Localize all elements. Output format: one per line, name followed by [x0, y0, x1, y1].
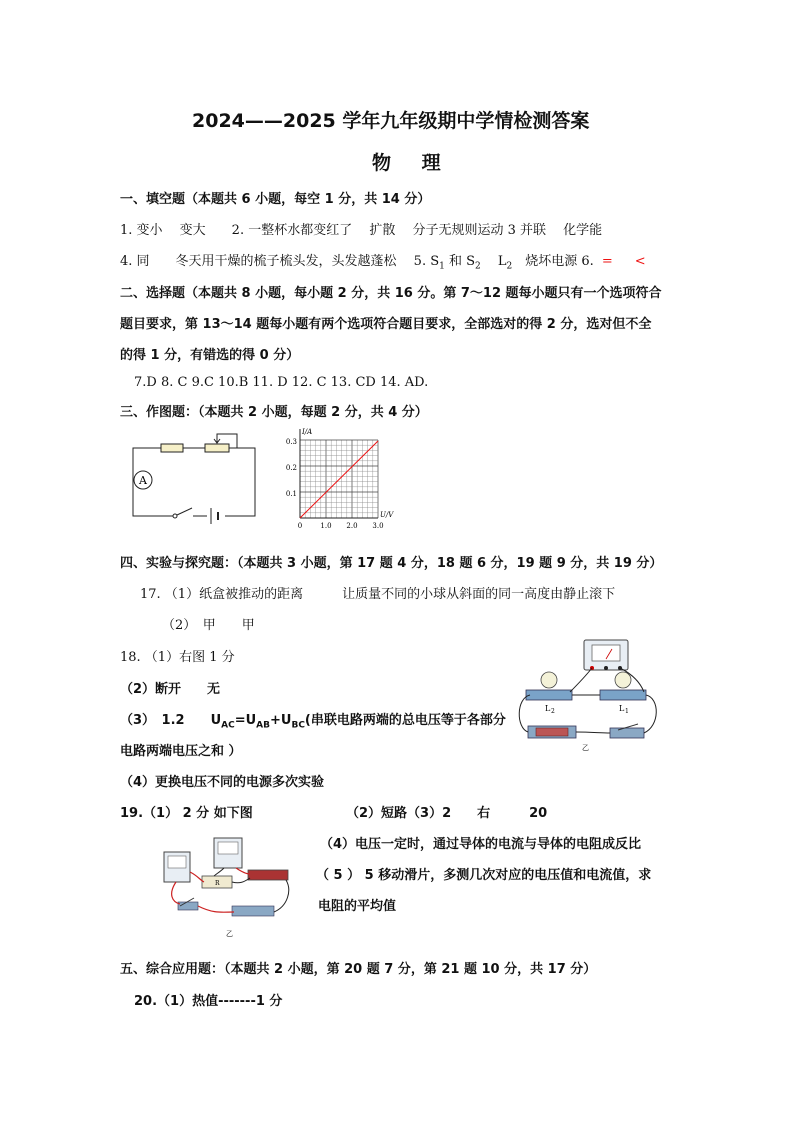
svg-text:L: L — [545, 704, 551, 713]
answer-less: < — [634, 254, 646, 269]
document-title: 2024——2025 学年九年级期中学情检测答案 — [192, 110, 590, 132]
q19-part-2-3: （2）短路（3）2 右 20 — [346, 806, 548, 821]
section-3-heading: 三、作图题：（本题共 2 小题，每题 2 分，共 4 分） — [120, 405, 428, 420]
switch-drawing — [610, 728, 644, 738]
bulb-l1 — [615, 672, 631, 688]
svg-text:A: A — [139, 474, 147, 487]
resistance-experiment-figure — [158, 832, 298, 944]
section-2-heading-line-2: 题目要求，第 13～14 题每小题有两个选项符合题目要求，全部选对的得 2 分，选对但不全 — [120, 317, 652, 332]
section-1-heading: 一、填空题（本题共 6 小题，每空 1 分，共 14 分） — [120, 192, 431, 207]
rheostat-drawing — [248, 870, 288, 880]
svg-text:1.0: 1.0 — [320, 522, 332, 530]
svg-text:2: 2 — [551, 708, 555, 715]
q19-part-5-cont: 电阻的平均值 — [318, 899, 397, 914]
svg-text:0.3: 0.3 — [285, 438, 297, 446]
q20-part-1: 20.（1）热值-------1 分 — [134, 994, 283, 1009]
svg-text:0.2: 0.2 — [285, 464, 297, 472]
iu-graph — [282, 423, 412, 531]
svg-text:U/V: U/V — [380, 511, 394, 519]
circuit-diagram — [125, 428, 265, 523]
section-1-line-2: 4. 同 冬天用干燥的梳子梳头发，头发越蓬松 5. $S_1$ 和 $S_2$ $L_2$ 烧坏电源 6. = < — [120, 254, 646, 272]
iu-line — [300, 441, 378, 518]
q19-part-4: （4）电压一定时，通过导体的电流与导体的电阻成反比 — [320, 837, 642, 852]
answer-equal: = — [601, 254, 613, 269]
q17-part-1: 17. （1）纸盒被推动的距离 让质量不同的小球从斜面的同一高度由静止滚下 — [140, 587, 616, 602]
q18-part-4: （4）更换电压不同的电源多次实验 — [120, 775, 325, 790]
section-4-heading: 四、实验与探究题：（本题共 3 小题，第 17 题 4 分，18 题 6 分，19 题 9 分，共 19 分） — [120, 556, 663, 571]
svg-text:1: 1 — [625, 708, 629, 715]
section-1-line-1: 1. 变小 变大 2. 一整杯水都变红了 扩散 分子无规则运动 3 并联 化学能 — [120, 223, 603, 238]
svg-text:乙: 乙 — [226, 930, 233, 938]
rheostat-symbol — [205, 444, 229, 452]
svg-text:L: L — [619, 704, 625, 713]
resistor-symbol — [161, 444, 183, 452]
q18-part-1: 18. （1）右图 1 分 — [120, 650, 235, 665]
svg-text:0: 0 — [297, 522, 303, 530]
q17-part-2: （2） 甲 甲 — [162, 618, 255, 633]
q19-part-1: 19.（1） 2 分 如下图 — [120, 806, 253, 821]
section-2-answers: 7.D 8. C 9.C 10.B 11. D 12. C 13. CD 14. AD. — [134, 375, 429, 390]
svg-text:2.0: 2.0 — [346, 522, 358, 530]
q18-part-3-cont: 电路两端电压之和 ） — [120, 744, 242, 759]
series-circuit-figure — [514, 638, 664, 756]
subject-title: 物 理 — [372, 152, 453, 174]
svg-text:0.1: 0.1 — [285, 490, 297, 498]
section-2-heading: 二、选择题（本题共 8 小题，每小题 2 分，共 16 分。第 7～12 题每小题只有一个选项符合 — [120, 286, 662, 301]
svg-text:I/A: I/A — [302, 428, 313, 436]
battery-drawing — [232, 906, 274, 916]
svg-text:乙: 乙 — [582, 744, 589, 752]
bulb-l2 — [541, 672, 557, 688]
q19-part-5: （ 5 ） 5 移动滑片，多测几次对应的电压值和电流值，求 — [316, 868, 652, 883]
q18-part-2: （2）断开 无 — [120, 682, 221, 697]
svg-text:3.0: 3.0 — [372, 522, 384, 530]
svg-text:R: R — [215, 880, 220, 887]
q18-part-3: （3） 1.2 $U_{AC}=U_{AB}+U_{BC}$(串联电路两端的总电压等于各部分 — [120, 713, 506, 731]
section-2-heading-line-3: 的得 1 分，有错选的得 0 分） — [120, 348, 300, 363]
section-5-heading: 五、综合应用题：（本题共 2 小题，第 20 题 7 分，第 21 题 10 分，共 17 分） — [120, 962, 597, 977]
